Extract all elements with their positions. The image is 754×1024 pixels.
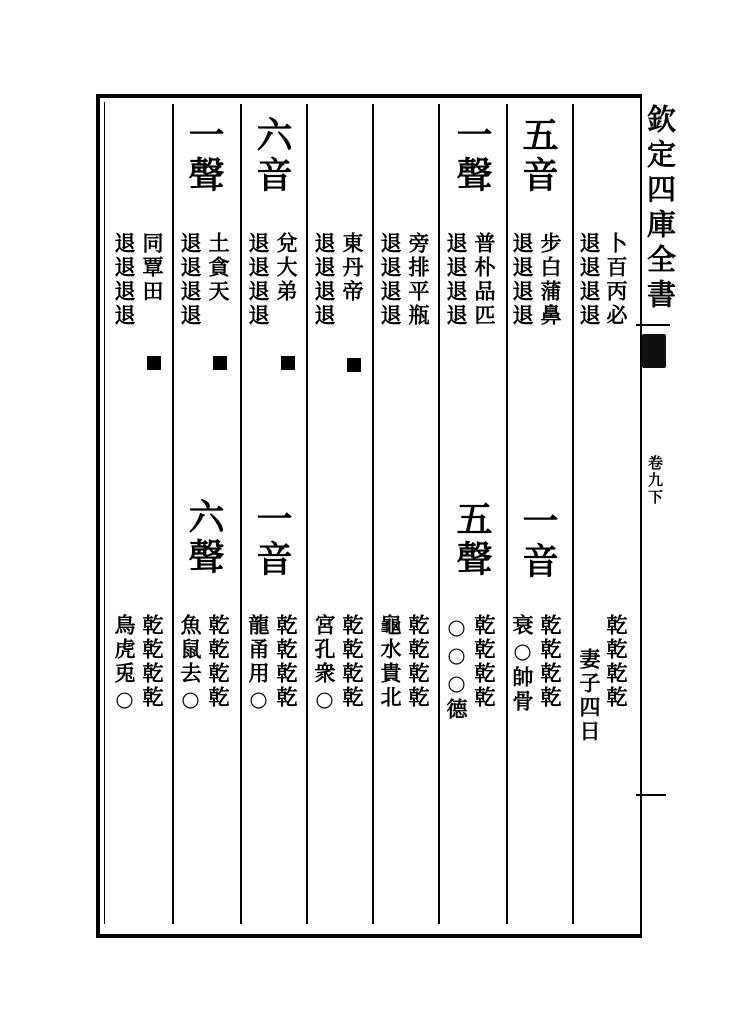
column-5-upper-tail: 退退退退 bbox=[246, 232, 271, 328]
column-3-upper: 旁排平瓶 bbox=[406, 232, 431, 328]
section-mark bbox=[213, 356, 227, 370]
column-1-upper: 步白蒲鼻 bbox=[538, 232, 563, 328]
column-2-bottom: 乾乾乾乾 bbox=[472, 614, 497, 710]
column-rule bbox=[372, 104, 374, 924]
page-border bbox=[96, 94, 642, 938]
fish-tail-mark bbox=[642, 334, 666, 368]
column-3-upper-tail: 退退退退 bbox=[378, 232, 403, 328]
column-4-upper-tail: 退退退退 bbox=[312, 232, 337, 328]
column-rule bbox=[306, 104, 308, 924]
column-rule bbox=[240, 104, 242, 924]
column-5-bottom: 乾乾乾乾 bbox=[274, 614, 299, 710]
column-5-upper: 兌大弟 bbox=[274, 232, 299, 304]
column-5-bottom-label: 一音 bbox=[251, 500, 293, 580]
margin-rule bbox=[636, 794, 666, 796]
section-mark bbox=[281, 356, 295, 370]
margin-rule bbox=[636, 324, 670, 326]
section-mark bbox=[347, 358, 361, 372]
column-rule bbox=[438, 104, 440, 924]
column-2-bottom-tail: ○○○德 bbox=[444, 614, 469, 722]
column-6-upper-tail: 退退退退 bbox=[178, 232, 203, 328]
inner-rule bbox=[104, 102, 105, 924]
column-7-upper: 同覃田 bbox=[140, 232, 165, 304]
column-6-top: 一聲 bbox=[183, 116, 225, 196]
column-6-bottom-tail: 魚鼠去○ bbox=[178, 614, 203, 714]
column-rule bbox=[172, 104, 174, 924]
column-6-bottom-label: 六聲 bbox=[183, 498, 225, 578]
column-5-top: 六音 bbox=[251, 116, 293, 196]
column-2-upper-tail: 退退退退 bbox=[444, 232, 469, 328]
column-6-bottom: 乾乾乾乾 bbox=[206, 614, 231, 710]
column-1-bottom-tail: 衰○帥骨 bbox=[510, 614, 535, 714]
column-0-bottom: 乾乾乾乾 bbox=[604, 614, 629, 710]
column-1-upper-tail: 退退退退 bbox=[510, 232, 535, 328]
volume-label: 卷九下 bbox=[646, 455, 664, 506]
column-1-bottom-label: 一音 bbox=[517, 502, 559, 582]
column-1-bottom: 乾乾乾乾 bbox=[538, 614, 563, 710]
column-6-upper: 土貪天 bbox=[206, 232, 231, 304]
column-3-bottom: 乾乾乾乾 bbox=[406, 614, 431, 710]
column-4-bottom: 乾乾乾乾 bbox=[340, 614, 365, 710]
column-2-top: 一聲 bbox=[451, 116, 493, 196]
column-5-bottom-tail: 龍甬用○ bbox=[246, 614, 271, 714]
column-7-bottom: 乾乾乾乾 bbox=[140, 614, 165, 710]
column-3-bottom-tail: 龜水貴北 bbox=[378, 614, 403, 710]
column-2-upper: 普朴品匹 bbox=[472, 232, 497, 328]
column-2-bottom-label: 五聲 bbox=[451, 500, 493, 580]
column-0-bottom-tail: 妻子四日 bbox=[577, 648, 602, 744]
column-7-upper-tail: 退退退退 bbox=[112, 232, 137, 328]
book-title: 欽定四庫全書 bbox=[643, 104, 677, 314]
column-4-bottom-tail: 宮孔衆○ bbox=[312, 614, 337, 714]
column-0-upper-tail: 退退退退 bbox=[577, 232, 602, 328]
column-0-upper: 卜百丙必 bbox=[604, 232, 629, 328]
column-1-top: 五音 bbox=[517, 116, 559, 196]
column-rule bbox=[506, 104, 508, 924]
column-4-upper: 東丹帝 bbox=[340, 232, 365, 304]
column-7-bottom-tail: 鳥虎兎○ bbox=[112, 614, 137, 714]
section-mark bbox=[147, 356, 161, 370]
column-rule bbox=[572, 104, 574, 924]
